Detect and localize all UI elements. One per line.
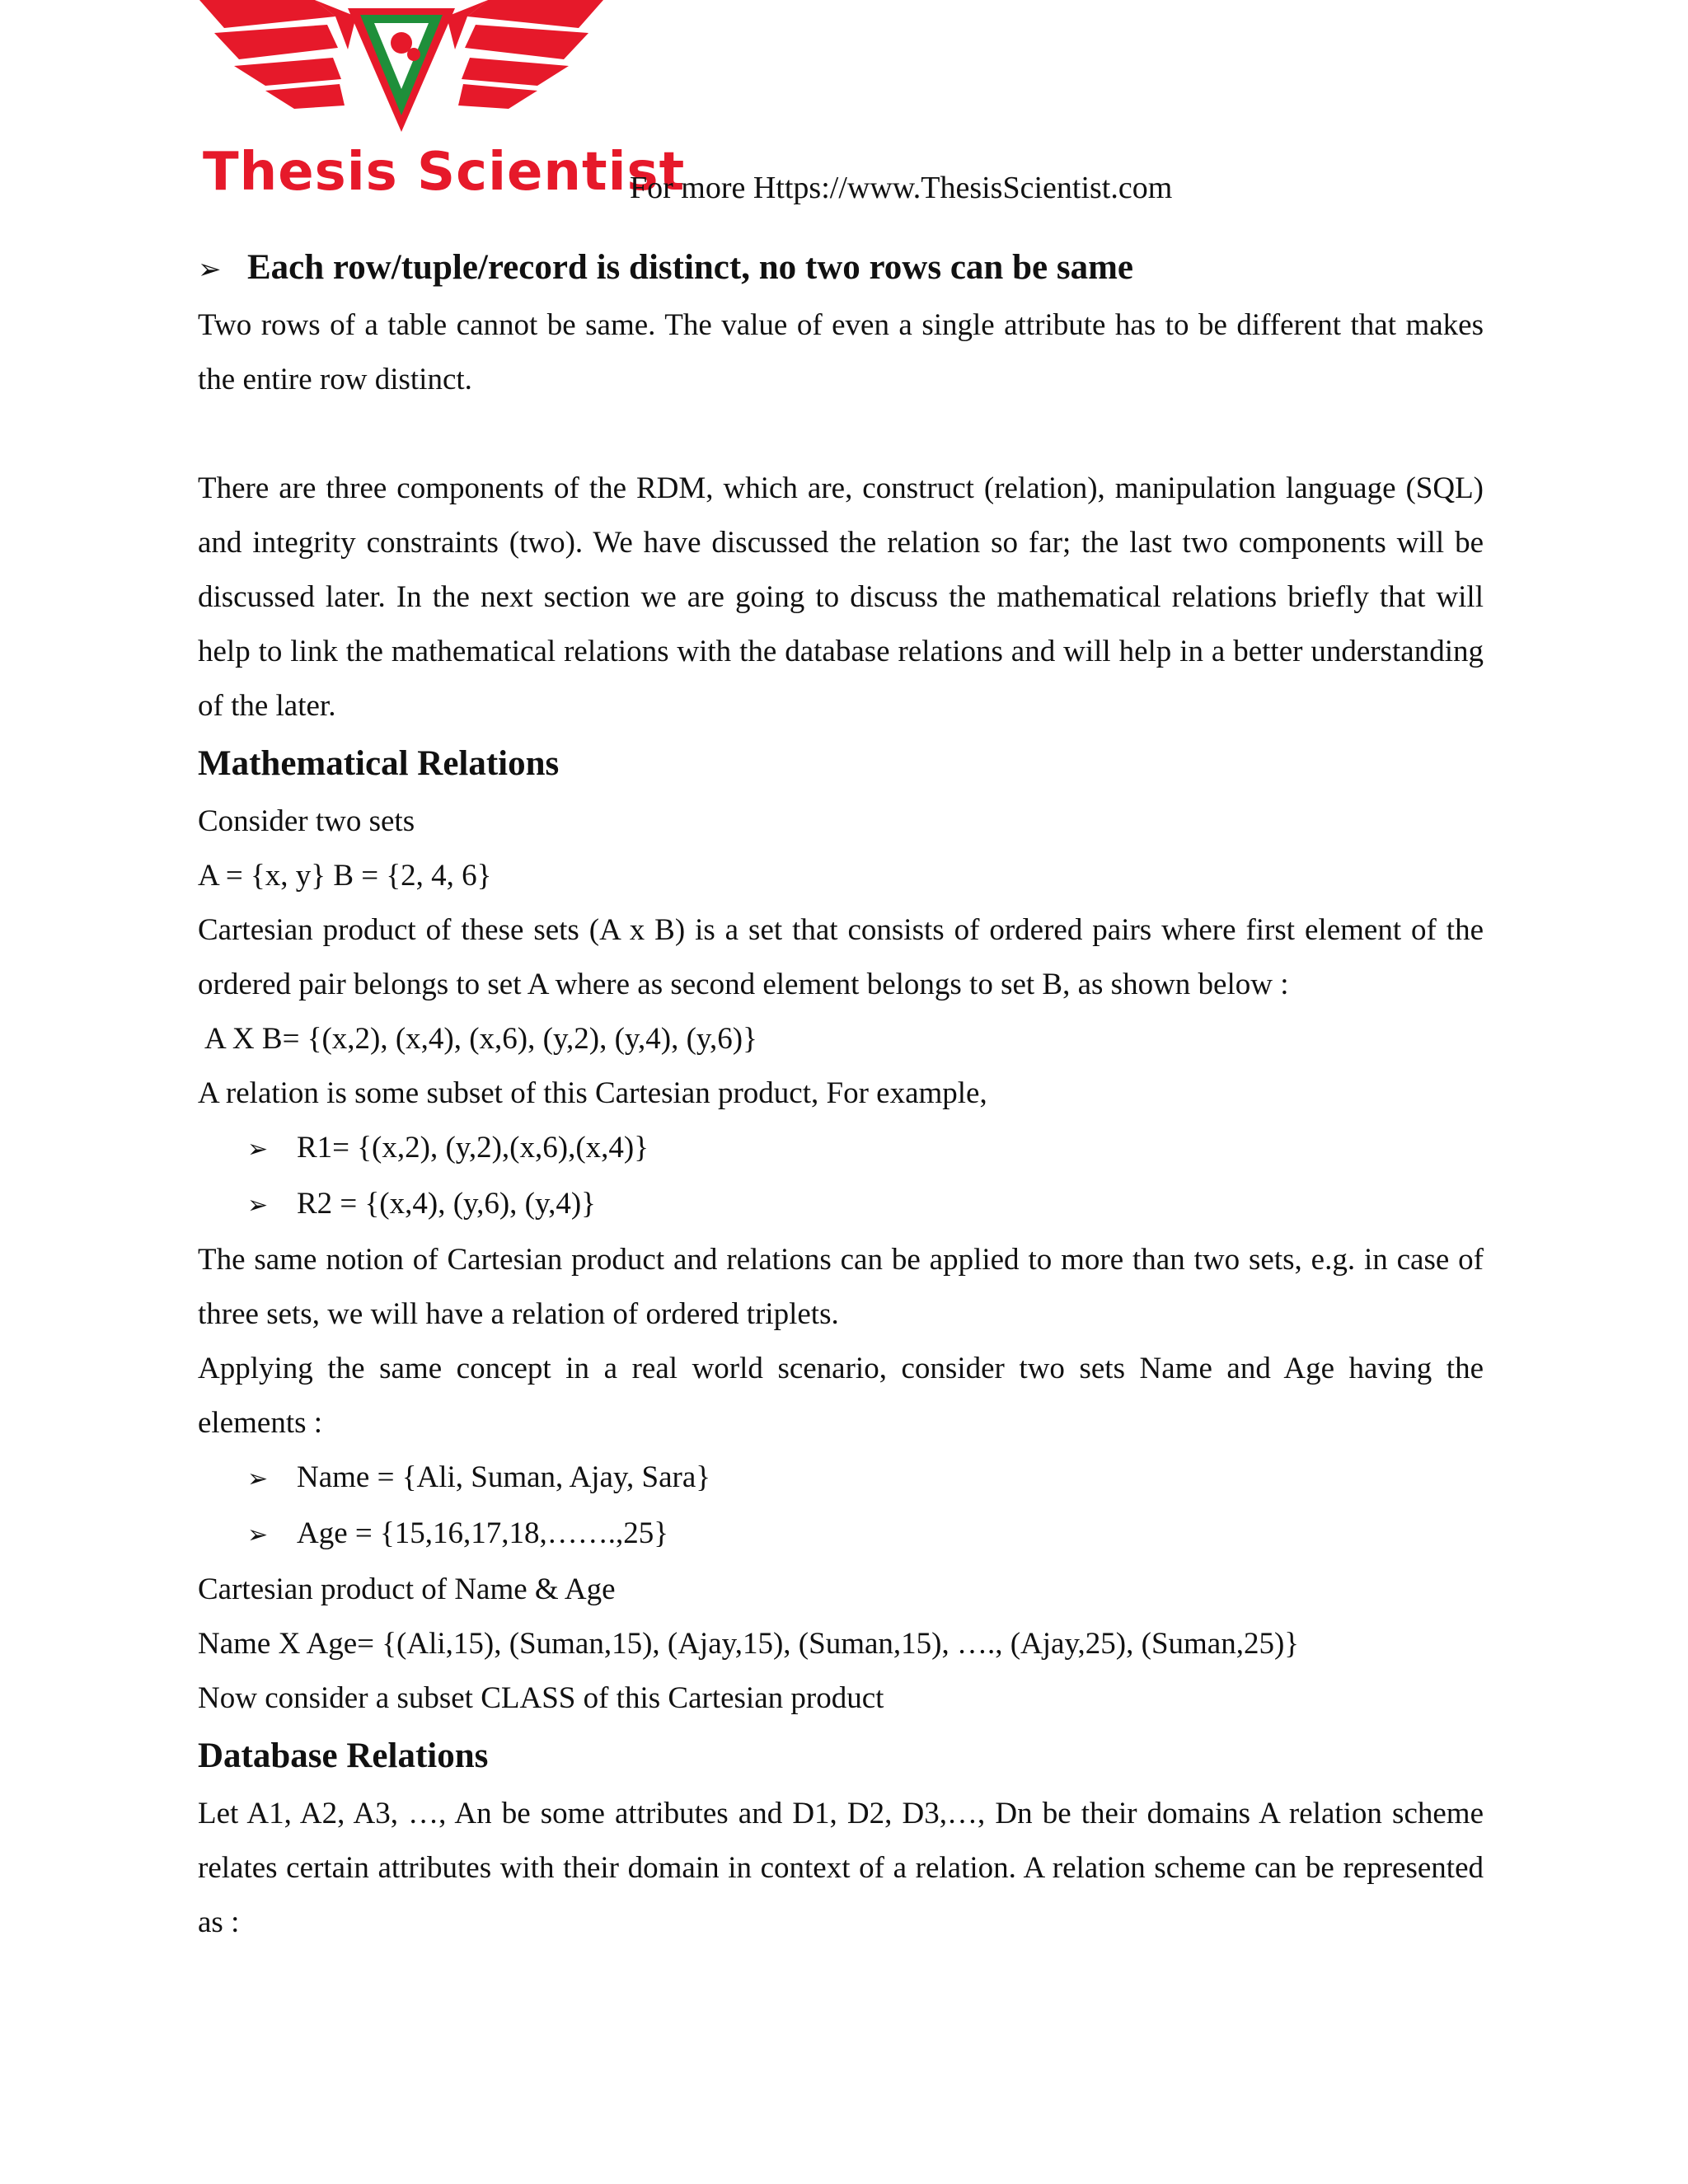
arrowhead-bullet-icon: ➢ — [247, 1465, 269, 1493]
section-heading-database-relations: Database Relations — [198, 1736, 489, 1775]
list-item — [247, 1451, 1484, 1507]
list-item-text: R2 = {(x,4), (y,6), (y,4)} — [297, 1187, 596, 1221]
paragraph-rdm-components: There are three components of the RDM, which are, construct (relation), manipulation language (SQL) and integrity constraints (two). We have discussed the relation so far; the last two components will be discussed later. In the next section we are going to discuss the mathematical relations briefly that will help to link the mathematical relations with the database relations and will help in a better understanding of the later. — [198, 471, 1484, 723]
line-name-x-age: Name X Age= {(Ali,15), (Suman,15), (Ajay,15), (Suman,15), …., (Ajay,25), (Suman,25)} — [198, 1627, 1300, 1661]
list-item — [247, 1121, 1484, 1177]
line-cartesian-name-age: Cartesian product of Name & Age — [198, 1572, 616, 1606]
section-heading-mathematical-relations: Mathematical Relations — [198, 744, 560, 783]
element-list — [198, 1451, 1484, 1563]
paragraph-applying: Applying the same concept in a real world scenario, consider two sets Name and Age having the elements : — [198, 1352, 1484, 1440]
paragraph-cartesian-description: Cartesian product of these sets (A x B) is a set that consists of ordered pairs where first element of the ordered pair belongs to set A where as second element belongs to set B, as shown below : — [198, 913, 1484, 1001]
line-relation-description: A relation is some subset of this Cartesian product, For example, — [198, 1076, 987, 1110]
page-header — [191, 0, 1510, 214]
list-item — [247, 1177, 1484, 1233]
list-item-text: Age = {15,16,17,18,…….,25} — [297, 1516, 669, 1550]
relation-list — [198, 1121, 1484, 1233]
line-consider-sets: Consider two sets — [198, 804, 415, 838]
list-item — [247, 1507, 1484, 1563]
list-item-text: R1= {(x,2), (y,2),(x,6),(x,4)} — [297, 1131, 649, 1165]
website-link[interactable]: For more Https://www.ThesisScientist.com — [630, 171, 1173, 205]
paragraph-distinct-rows: Two rows of a table cannot be same. The value of even a single attribute has to be different that makes the entire row distinct. — [198, 308, 1484, 396]
paragraph-notion: The same notion of Cartesian product and relations can be applied to more than two sets, e.g. in case of three sets, we will have a relation of ordered triplets. — [198, 1243, 1484, 1331]
list-item-text: Name = {Ali, Suman, Ajay, Sara} — [297, 1460, 711, 1494]
winged-triangle-logo-icon — [191, 0, 686, 214]
bullet-heading — [198, 239, 1484, 298]
arrowhead-bullet-icon: ➢ — [247, 1521, 269, 1549]
line-subset-class: Now consider a subset CLASS of this Cartesian product — [198, 1681, 884, 1715]
logo-graphic — [191, 0, 620, 148]
arrowhead-bullet-icon: ➢ — [247, 1191, 269, 1220]
paragraph-database-relations: Let A1, A2, A3, …, An be some attributes and D1, D2, D3,…, Dn be their domains A relation scheme relates certain attributes with their domain in context of a relation. A relation scheme can be represented as : — [198, 1797, 1484, 1939]
arrowhead-bullet-icon: ➢ — [247, 1135, 269, 1164]
document-body — [198, 239, 1484, 1950]
logo-text: Thesis Scientist — [203, 142, 686, 203]
line-cartesian-product: A X B= {(x,2), (x,4), (x,6), (y,2), (y,4), (y,6)} — [204, 1022, 757, 1056]
line-set-definitions: A = {x, y} B = {2, 4, 6} — [198, 859, 492, 893]
bullet-heading-text: Each row/tuple/record is distinct, no two rows can be same — [247, 248, 1133, 287]
spacer — [198, 407, 1484, 462]
arrowhead-bullet-icon: ➢ — [198, 253, 222, 286]
